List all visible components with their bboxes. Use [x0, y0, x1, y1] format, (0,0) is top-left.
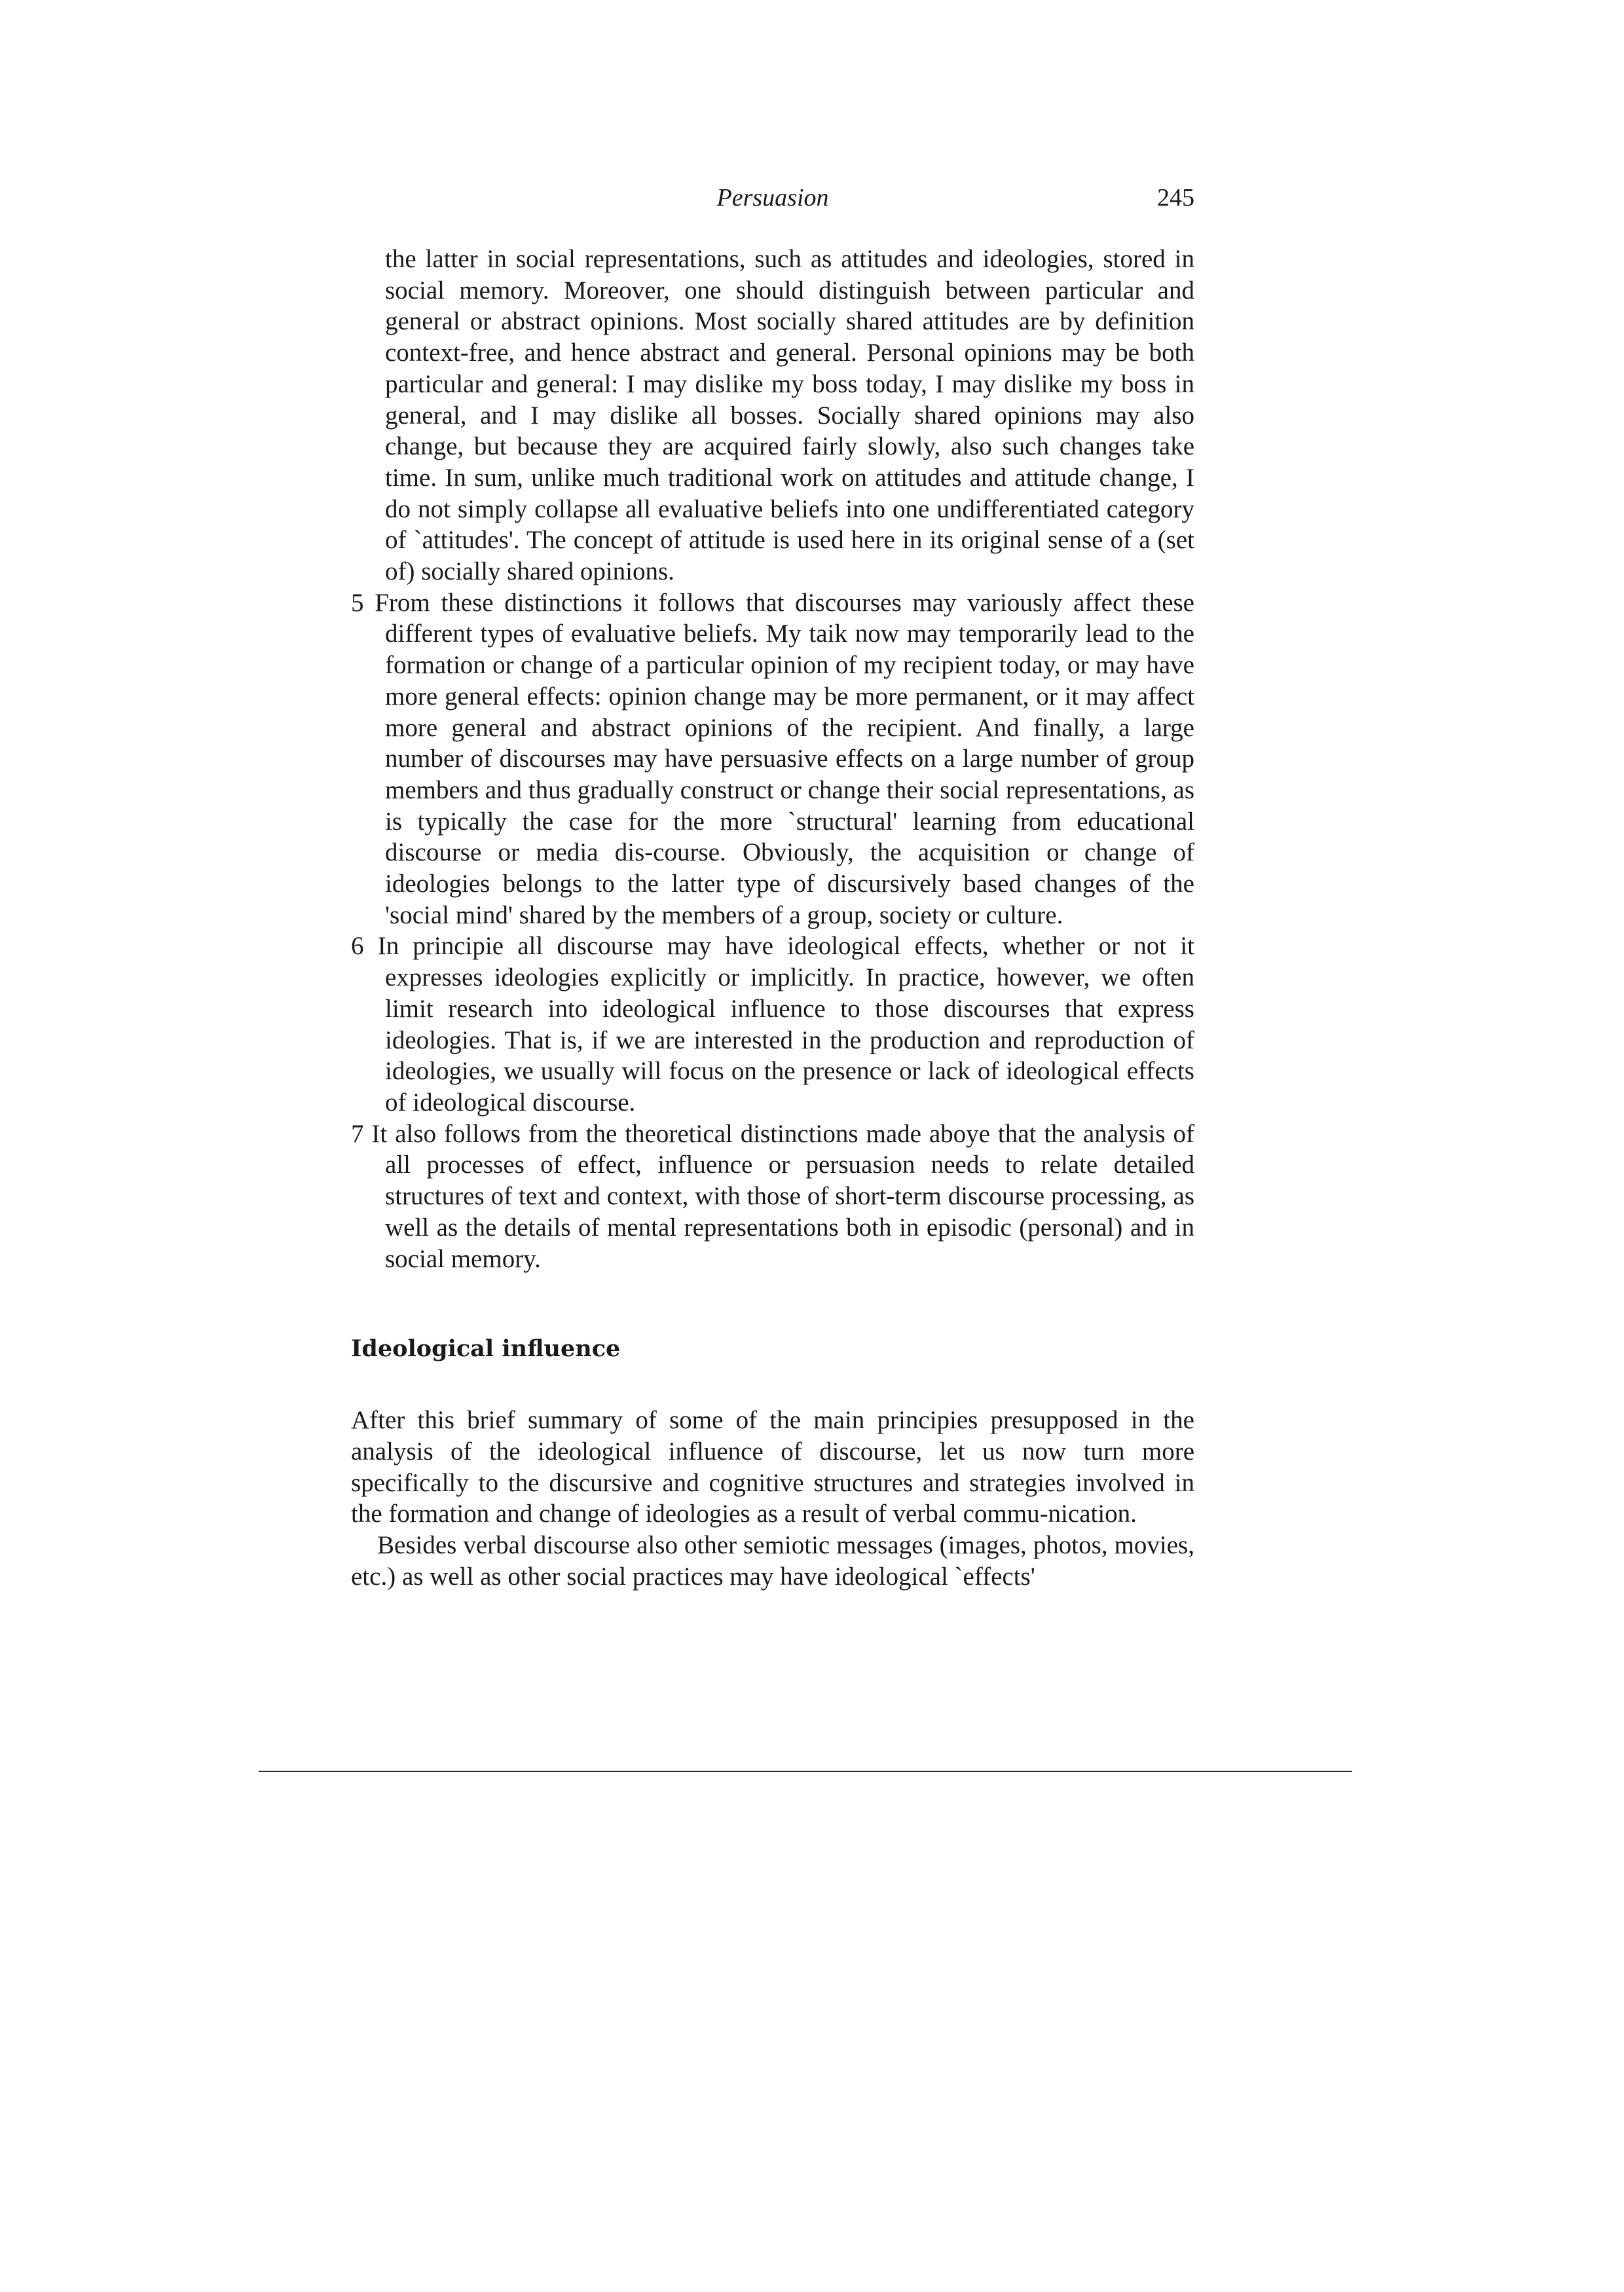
list-item-7: 7 It also follows from the theoretical distinctions made aboye that the analysis of all processes of effect, influence or persuasion needs to relate detailed structures of text and context, with those of short-term discourse processing, as well as the details of mental representations both in episodic (personal) and in social memory. [351, 1119, 1194, 1273]
list-item-4-continuation: the latter in social representations, such as attitudes and ideologies, stored in social memory. Moreover, one should distinguish between particular and general or abstract opinions. Most socially shared attitudes are by definition context-free, and hence abstract and general. Personal opinions may be both particular and general: I may dislike my boss today, I may dislike my boss in general, and I may dislike all bosses. Socially shared opinions may also change, but because they are acquired fairly slowly, also such changes take time. In sum, unlike much traditional work on attitudes and attitude change, I do not simply collapse all evaluative beliefs into one undifferentiated category of `attitudes'. The concept of attitude is used here in its original sense of a (set of) socially shared opinions. [385, 245, 1194, 586]
page-number: 245 [1157, 184, 1194, 212]
spacer [351, 1274, 1194, 1333]
footer-rule [259, 1771, 1352, 1772]
paragraph-1: After this brief summary of some of the main principies presupposed in the analysis of the ideological influence of discourse, let us now turn more specifically to the discursive and cognitive structures and strategies involved in the formation and change of ideologies as a result of verbal commu-nication. [351, 1406, 1194, 1528]
spacer [351, 1364, 1194, 1405]
running-head [351, 178, 1194, 217]
paragraph-2: Besides verbal discourse also other semiotic messages (images, photos, movies, etc.) as well as other social practices may have ideological `effects' [351, 1531, 1194, 1591]
main-text [351, 244, 1194, 1592]
running-title: Persuasion [716, 184, 829, 212]
list-item-6: 6 In principie all discourse may have ideological effects, whether or not it expresses ideologies explicitly or implicitly. In practice, however, we often limit research into ideological influence to those discourses that express ideologies. That is, if we are interested in the production and reproduction of ideologies, we usually will focus on the presence or lack of ideological effects of ideological discourse. [351, 932, 1194, 1117]
section-heading: Ideological influence [351, 1335, 621, 1363]
list-item-5: 5 From these distinctions it follows that discourses may variously affect these different types of evaluative beliefs. My taik now may temporarily lead to the formation or change of a particular opinion of my recipient today, or may have more general effects: opinion change may be more permanent, or it may affect more general and abstract opinions of the recipient. And finally, a large number of discourses may have persuasive effects on a large number of group members and thus gradually construct or change their social representations, as is typically the case for the more `structural' learning from educational discourse or media dis-course. Obviously, the acquisition or change of ideologies belongs to the latter type of discursively based changes of the 'social mind' shared by the members of a group, society or culture. [351, 588, 1194, 929]
